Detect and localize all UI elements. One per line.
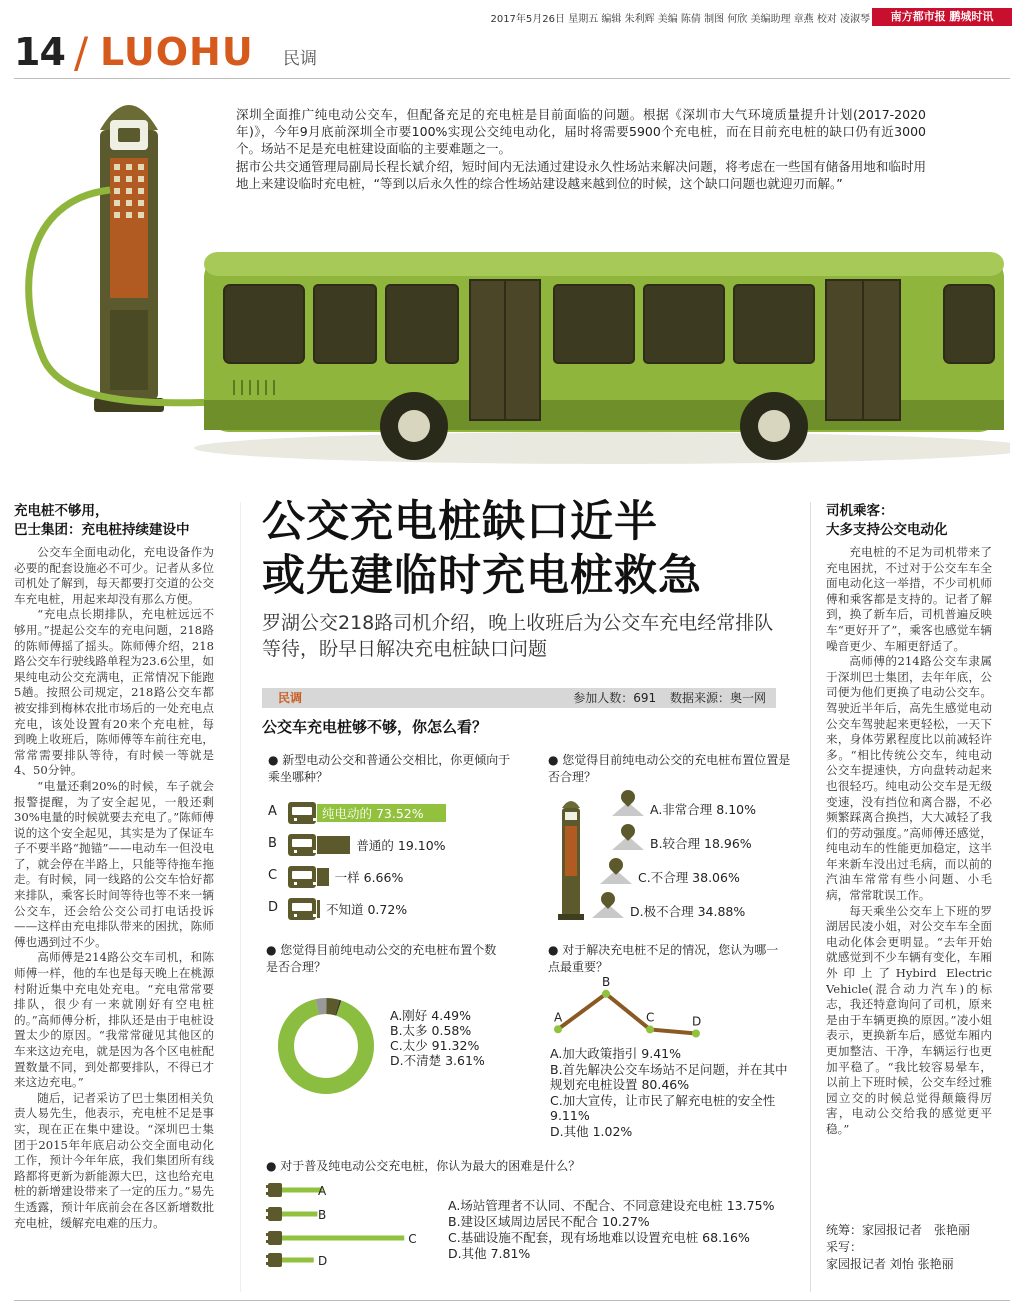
body-paragraph: 高师傅是214路公交车司机，和陈师傅一样，他的车也是每天晚上在桃源村附近集中充电处充电。“充电常常要排队，很少有一来就刚好有空电桩的。”高师傅分析，排队还是由于电桩设置太少的原因。“我常常碰见其他区的车来这边充电，就是因为各个区电桩配置数量不同，到处都要排队，不得已才来这边充电。” (14, 950, 214, 1090)
issue-weekday: 星期五 (568, 14, 599, 25)
q2-option-row (592, 898, 772, 922)
body-paragraph: 高师傅的214路公交车隶属于深圳巴士集团，去年年底，公司便为他们更换了电动公交车。驾驶近半年后，高先生感觉电动公交车驾驶起来更轻松，一天下来，身体劳累程度比以前减轻许多。“相比传统公交车，纯电动公交车提速快，方向盘转动起来也很轻巧。纯电动公交车是无级变速，没有挡位和离合器，不必频繁踩离合换挡，大大减轻了我们的劳动强度。”高师傅还感觉，纯电动车的性能更加稳定，这半年来新车没出过毛病，而以前的汽油车常常有些小问题、小毛病，常常耽误工作。 (826, 654, 992, 903)
q5-options (448, 1198, 774, 1262)
q4-point-label: B (602, 976, 611, 989)
q1-question: ● 新型电动公交和普通公交相比，你更倾向于乘坐哪种？ (268, 753, 511, 784)
header-rule (14, 78, 1010, 79)
q3-options (390, 1008, 485, 1068)
q5-bar-label: D (318, 1254, 328, 1268)
column-name: 民调 (283, 49, 317, 69)
survey-tag: 民调 (278, 691, 303, 705)
q4-question: ● 对于解决充电桩不足的情况，您认为哪一点最重要？ (548, 943, 779, 974)
bus-icon (288, 834, 316, 856)
header-meta (430, 10, 870, 25)
q2-option-row (612, 796, 792, 820)
main-headline-line2: 或先建临时充电桩救急 (262, 551, 702, 601)
left-headline-line: 充电桩不够用， (14, 503, 109, 519)
survey-header-bar (262, 688, 776, 708)
q5-option: A.场站管理者不认同、不配合、不同意建设充电桩 13.75% (448, 1198, 775, 1213)
q5-option: D.其他 7.81% (448, 1246, 531, 1261)
q2-option: D.极不合理 34.88% (630, 904, 746, 919)
q3-option: B.太多 0.58% (390, 1023, 472, 1038)
q3-option: C.太少 91.32% (390, 1038, 480, 1053)
q2-option: B.较合理 18.96% (650, 836, 752, 851)
body-paragraph: 每天乘坐公交车上下班的罗湖居民凌小姐，对公交车车全面电动化体会更明显。“去年开始就感觉到不少车辆有变化，车厢外印上了Hybird Electric Vehicle(混合动力汽车)的标志，我还特意询问了司机，原来是由于车辆更换的原因。”凌小姐表示，更换新车后，感觉车厢内更加整洁、干净，车辆运行也更加平稳了。“我比较容易晕车，以前上下班时候，公交车经过雅园立交的时候总觉得颠簸得厉害，电动公交给我的感觉更平稳。” (826, 903, 992, 1136)
newspaper-brand: 南方都市报 鹏城时讯 (872, 8, 1012, 26)
q5-option: C.基础设施不配套，现有场地难以设置充电桩 68.16% (448, 1230, 750, 1245)
q3-option: D.不清楚 3.61% (390, 1053, 485, 1068)
charger-post-icon (556, 796, 586, 922)
q1-bar-label: 不知道 0.72% (326, 902, 408, 917)
body-paragraph: 充电桩的不足为司机带来了充电困扰，不过对于公交车车全面电动化这一举措，不少司机师傅和乘客都是支持的。记者了解到，换了新车后，司机普遍反映车“更好开了”，乘客也感觉车辆噪音更少、车厢更舒适了。 (826, 545, 992, 653)
survey-title: 公交车充电桩够不够，你怎么看？ (262, 718, 488, 736)
survey-source: 数据来源：奥一网 (669, 691, 766, 705)
section-name: LUOHU (100, 30, 254, 74)
body-paragraph: “充电点长期排队，充电桩远远不够用。”提起公交车的充电问题，218路的陈师傅摇了摇头。陈师傅介绍，218路公交车行驶线路单程为23.6公里，如果纯电动公交充满电，正常情况下能跑5趟。按照公司规定，218路公交车都被安排到梅林农批市场后的一处充电点充电，该处设置有20来个充电桩，每到晚上收班后，陈师傅等车前往充电，常常需要排队等待，有时候一等就是4、50分钟。 (14, 607, 214, 778)
q4-option: B.首先解决公交车场站不足问题，并在其中规划充电桩设置 80.46% (550, 1061, 788, 1092)
q1-bar-letter: A (268, 804, 277, 819)
q4-point-label: C (646, 1010, 655, 1025)
byline (826, 1222, 1016, 1273)
body-paragraph: 公交车全面电动化，充电设备作为必要的配套设施必不可少。记者从多位司机处了解到，每天都要打交道的公交车充电桩，用起来却没有那么方便。 (14, 545, 214, 606)
bus-icon (288, 802, 316, 824)
ground-shadow (194, 432, 1010, 464)
q2-option-row (600, 864, 780, 888)
intro-paragraph: 据市公共交通管理局副局长程长斌介绍，短时间内无法通过建设永久性场站来解决问题，将考虑在一些国有储备用地和临时用地上来建设临时充电桩，“等到以后永久性的综合性场站建设越来越到位的时候，这个缺口问题也就迎刃而解。” (236, 159, 926, 191)
q4-option: D.其他 1.02% (550, 1123, 633, 1139)
body-paragraph: “电量还剩20%的时候，车子就会报警提醒，为了安全起见，一般还剩30%电量的时候就要去充电了。”陈师傅说的这个安全起见，其实是为了保证车子不要半路“抛锚”——电动车一但没电了，就会停在半路上，只能等待拖车拖走。有时候，同一线路的公交车恰好都来排队，乘客长时间等待也等不来一辆公交车，还会给公交公司打电话投诉——这样由充电排队带来的困扰，陈师傅也遇到过不少。 (14, 778, 214, 949)
q1-bar-row (268, 866, 518, 888)
left-column-headline (14, 502, 224, 540)
q1-bar (317, 868, 329, 886)
q1-bar-letter: C (268, 868, 278, 883)
q1-bar-letter: D (268, 900, 279, 915)
survey-meta (563, 688, 766, 708)
q5-bar-label: C (408, 1232, 417, 1246)
q1-bar (317, 900, 320, 918)
plug-icon (266, 1231, 417, 1246)
q4-option: A.加大政策指引 9.41% (550, 1046, 681, 1061)
q5-bar-label: B (318, 1208, 327, 1222)
bus-icon (288, 866, 316, 888)
right-headline-line: 司机乘客： (826, 503, 894, 519)
q4-option: C.加大宣传，让市民了解充电桩的安全性 9.11% (550, 1092, 776, 1123)
q2-option: A.非常合理 8.10% (650, 802, 756, 817)
q2-option-row (612, 830, 792, 854)
q2-option: C.不合理 38.06% (638, 870, 740, 885)
page-number: 14 (14, 30, 65, 74)
q4-point-label: A (554, 1010, 563, 1025)
q1-bar-letter: B (268, 836, 277, 851)
q4-line-chart (548, 976, 718, 1038)
survey-participants: 参加人数：691 (573, 691, 657, 705)
q1-bar-label: 纯电动的 73.52% (322, 806, 424, 821)
q3-option: A.刚好 4.49% (390, 1008, 471, 1023)
q4-point-label: D (692, 1014, 702, 1029)
plug-icon (266, 1183, 327, 1198)
column-divider (240, 502, 241, 1292)
q1-bar-row (268, 802, 518, 824)
q4-point (554, 1025, 562, 1033)
byline-line: 家园报记者 刘怡 张艳丽 (826, 1257, 954, 1271)
subheadline: 罗湖公交218路司机介绍，晚上收班后为公交车充电经常排队等待，盼早日解决充电桩缺口问题 (262, 612, 774, 660)
page-slash: / (74, 28, 89, 77)
q1-bar-label: 普通的 19.10% (356, 838, 446, 853)
q4-point (692, 1029, 700, 1037)
charger-post-icon (94, 105, 164, 412)
plug-icon (266, 1253, 327, 1268)
intro-paragraph: 深圳全面推广纯电动公交车，但配备充足的充电桩是目前面临的问题。根据《深圳市大气环境质量提升计划(2017-2020年)》，今年9月底前深圳全市要100%实现公交纯电动化，届时将需要5900个充电桩，而在目前充电桩的缺口仍有近3000个。场站不足是充电桩建设面临的主要难题之一。 (236, 107, 926, 156)
q4-line (558, 994, 696, 1034)
q4-point (646, 1025, 654, 1033)
q5-bar-label: A (318, 1184, 327, 1198)
byline-line: 采写： (826, 1240, 863, 1254)
right-column-headline (826, 502, 1016, 540)
q4-point (602, 990, 610, 998)
q5-plug-chart (266, 1176, 446, 1268)
right-column-body (826, 545, 992, 1185)
body-paragraph: 随后，记者采访了巴士集团相关负责人易先生，他表示，充电桩不足是事实，现在正在集中建设。“深圳巴士集团于2015年年底启动公交全面电动化工作，预计今年年底，我们集团所有线路都将更新为新能源大巴，这也给充电桩的新增建设带来了一定的压力。”易先生透露，预计年底前会在各区新增数批充电桩，缓解充电难的压力。 (14, 1090, 214, 1230)
byline-line: 统筹：家园报记者 张艳丽 (826, 1223, 971, 1237)
footer-rule (14, 1300, 1010, 1301)
q5-question: ● 对于普及纯电动公交充电桩，你认为最大的困难是什么？ (266, 1159, 581, 1173)
column-divider (810, 502, 811, 1292)
intro-text (236, 106, 926, 193)
q4-options (550, 1046, 800, 1139)
q1-bar-row (268, 898, 518, 920)
main-headline-line1: 公交充电桩缺口近半 (262, 497, 658, 547)
q3-donut-chart (266, 982, 386, 1102)
plug-icon (266, 1207, 326, 1222)
left-headline-line: 巴士集团：充电桩持续建设中 (14, 522, 190, 538)
q2-question: ● 您觉得目前纯电动公交的充电桩布置位置是否合理？ (548, 753, 791, 784)
bus-icon (288, 898, 316, 920)
q1-bar-label: 一样 6.66% (334, 870, 404, 885)
electric-bus-icon (204, 252, 1004, 460)
right-headline-line: 大多支持公交电动化 (826, 522, 948, 538)
left-column-body (14, 545, 214, 1280)
q1-bar (317, 836, 350, 854)
donut-hole (298, 1018, 354, 1074)
issue-date: 2017年5月26日 (490, 14, 566, 25)
editor-credits: 编辑 朱利辉 美编 陈倩 制图 何欣 美编助理 章燕 校对 凌淑琴 (601, 14, 870, 25)
q1-bar-row (268, 834, 518, 856)
q5-option: B.建设区域周边居民不配合 10.27% (448, 1214, 650, 1229)
q3-question: ● 您觉得目前纯电动公交的充电桩布置个数是否合理？ (266, 943, 497, 974)
